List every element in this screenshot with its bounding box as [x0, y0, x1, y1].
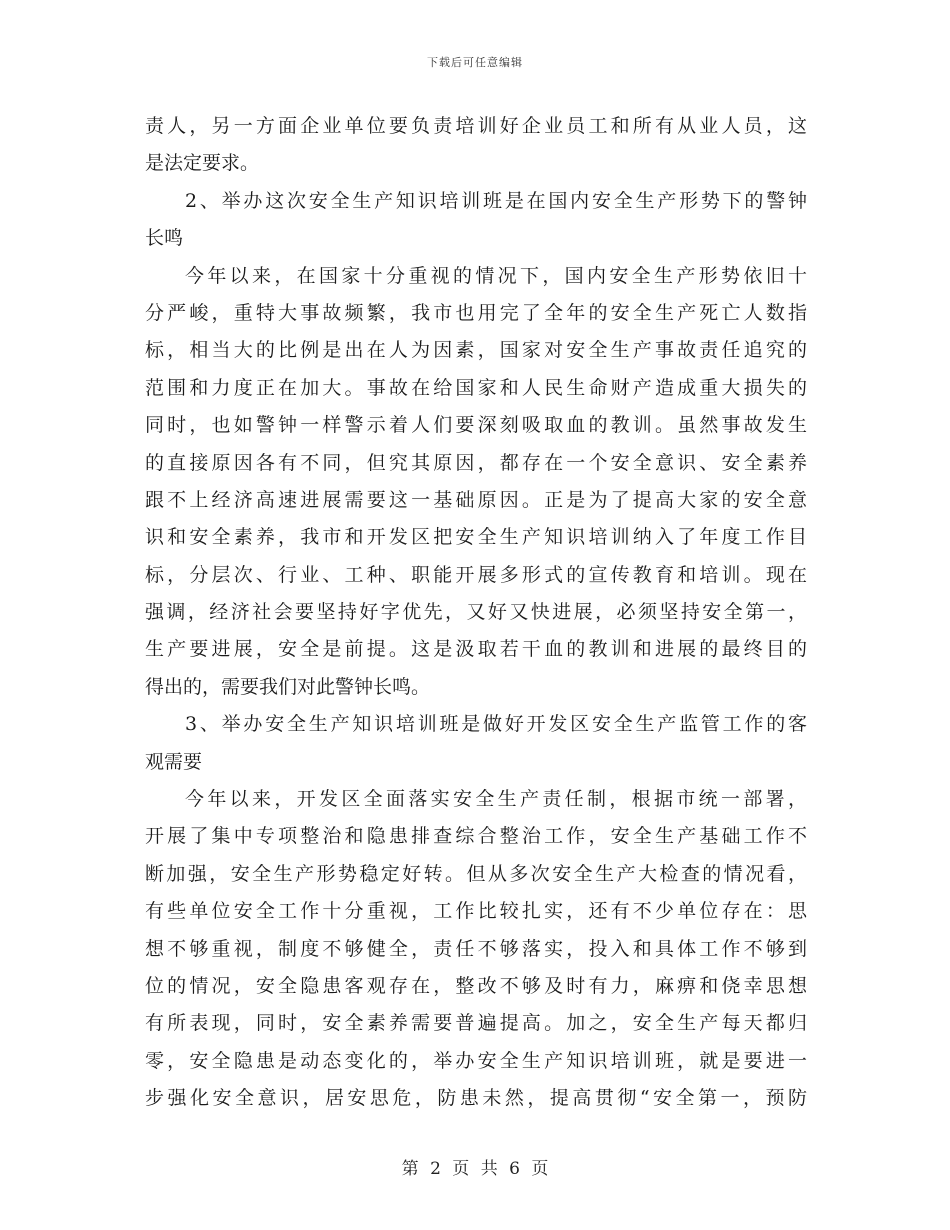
text-line: 跟不上经济高速进展需要这一基础原因。正是为了提高大家的安全意 — [145, 488, 807, 511]
text-line: 标，相当大的比例是出在人为因素，国家对安全生产事故责任追究的 — [145, 339, 807, 362]
text-line: 强调，经济社会要坚持好字优先，又好又快进展，必须坚持安全第一， — [145, 601, 807, 624]
text-line: 识和安全素养，我市和开发区把安全生产知识培训纳入了年度工作目 — [145, 526, 807, 549]
text-line: 想不够重视，制度不够健全，责任不够落实，投入和具体工作不够到 — [145, 937, 807, 960]
text-line: 责人，另一方面企业单位要负责培训好企业员工和所有从业人员，这 — [145, 115, 807, 137]
footer-total-pages: 6 — [509, 1159, 520, 1179]
text-line: 得出的，需要我们对此警钟长鸣。 — [145, 675, 431, 698]
document-body — [145, 108, 807, 1118]
text-line: 步强化安全意识，居安思危，防患未然，提高贯彻“安全第一，预防 — [145, 1087, 807, 1110]
text-line: 有所表现，同时，安全素养需要普遍提高。加之，安全生产每天都归 — [145, 1012, 807, 1035]
footer-page-label: 页 — [452, 1159, 470, 1179]
text-line: 3、举办安全生产知识培训班是做好开发区安全生产监管工作的客 — [185, 713, 807, 736]
text-line: 2、举办这次安全生产知识培训班是在国内安全生产形势下的警钟 — [185, 189, 807, 212]
text-line: 有些单位安全工作十分重视，工作比较扎实，还有不少单位存在：思 — [145, 900, 807, 923]
text-line: 的直接原因各有不同，但究其原因，都存在一个安全意识、安全素养 — [145, 451, 807, 474]
text-line: 断加强，安全生产形势稳定好转。但从多次安全生产大检查的情况看， — [145, 862, 807, 885]
text-line: 观需要 — [145, 750, 203, 773]
footer-suffix: 页 — [531, 1159, 549, 1179]
footer-total-label: 共 — [480, 1159, 498, 1179]
text-line: 分严峻，重特大事故频繁，我市也用完了全年的安全生产死亡人数指 — [145, 301, 807, 324]
text-line: 开展了集中专项整治和隐患排查综合整治工作，安全生产基础工作不 — [145, 825, 807, 848]
text-line: 范围和力度正在加大。事故在给国家和人民生命财产造成重大损失的 — [145, 376, 807, 399]
text-line: 长鸣 — [145, 227, 184, 250]
text-line: 生产要进展，安全是前提。这是汲取若干血的教训和进展的最终目的 — [145, 638, 807, 661]
text-line: 是法定要求。 — [145, 152, 260, 175]
text-line: 零，安全隐患是动态变化的，举办安全生产知识培训班，就是要进一 — [145, 1049, 807, 1072]
page-footer — [0, 1154, 950, 1179]
text-line: 标，分层次、行业、工种、职能开展多形式的宣传教育和培训。现在 — [145, 563, 807, 586]
footer-prefix: 第 — [401, 1159, 419, 1179]
text-line: 位的情况，安全隐患客观存在，整改不够及时有力，麻痹和侥幸思想 — [145, 974, 807, 997]
footer-page-number: 2 — [430, 1159, 441, 1179]
text-line: 今年以来，在国家十分重视的情况下，国内安全生产形势依旧十 — [185, 264, 807, 287]
page-header: 下载后可任意编辑 — [427, 56, 523, 69]
text-line: 今年以来，开发区全面落实安全生产责任制，根据市统一部署， — [185, 788, 807, 811]
text-line: 同时，也如警钟一样警示着人们要深刻吸取血的教训。虽然事故发生 — [145, 414, 807, 437]
